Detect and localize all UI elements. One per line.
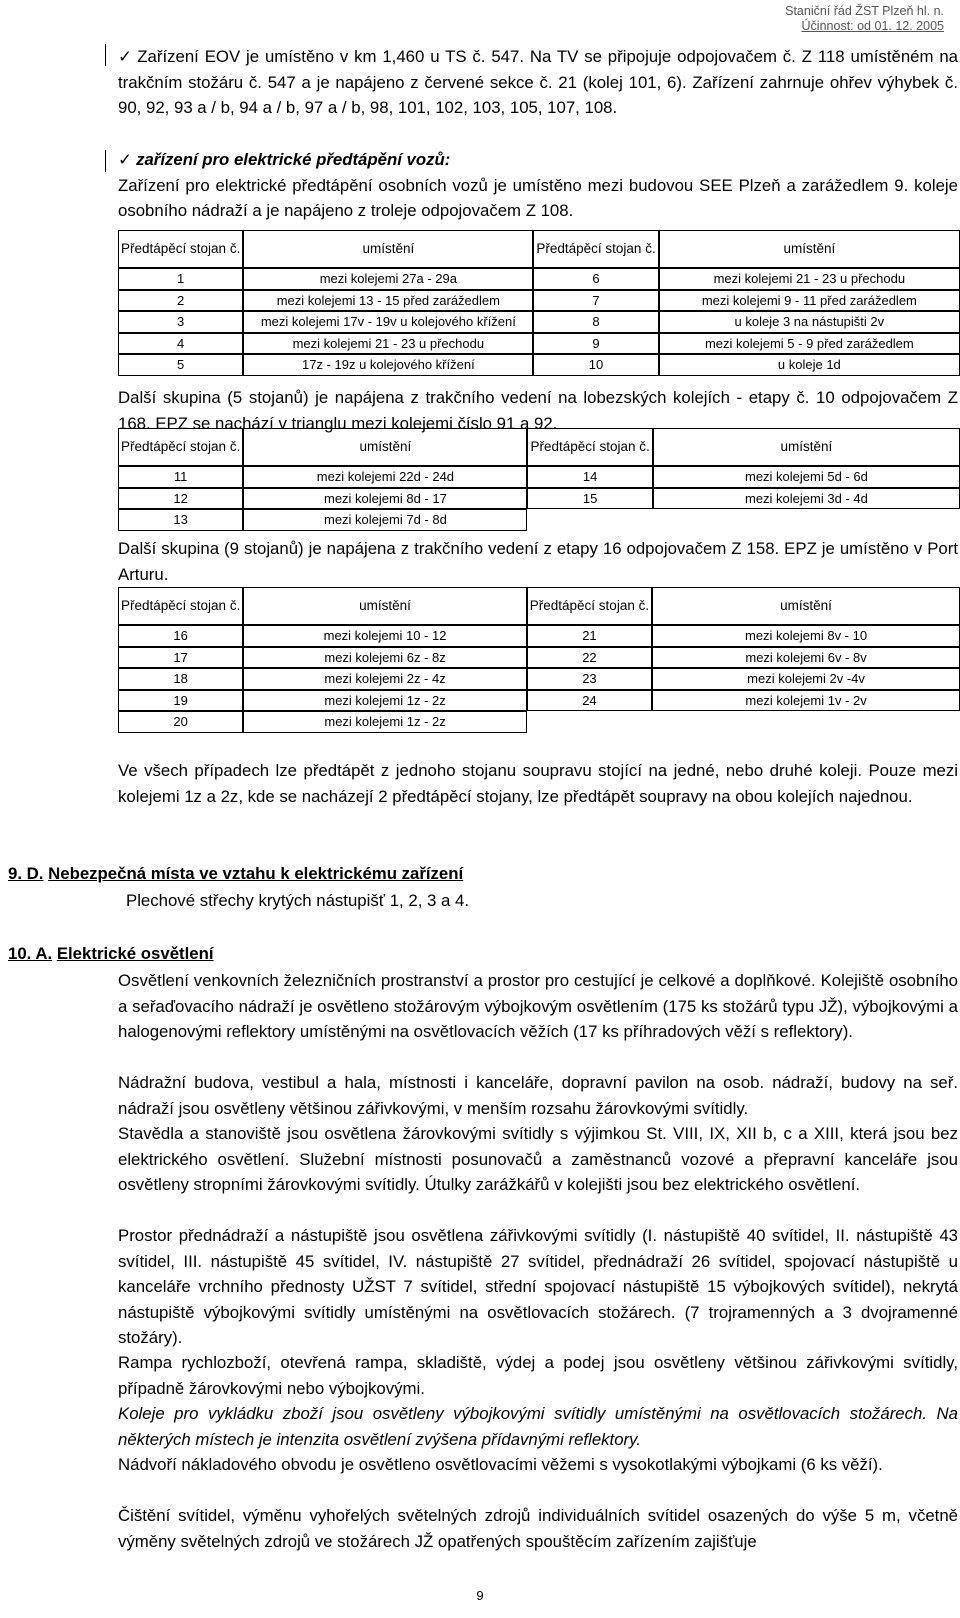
table-header-stand: Předtápěcí stojan č. [118,230,243,268]
lighting-paragraph-italic: Koleje pro vykládku zboží jsou osvětleny výbojkovými svítidly umístěnými na osvětlovacích stožárech. Na některých místech je intenzita osvětlení zvýšena přídavnými reflektory. [118,1404,958,1449]
table-row [118,647,960,669]
table-cell: 17z - 19z u kolejového křížení [243,354,533,376]
table-row [118,509,960,531]
table-header-location: umístění [653,428,960,466]
table-cell: 10 [533,354,658,376]
all-cases-paragraph: Ve všech případech lze předtápět z jednoho stojanu soupravu stojící na jedné, nebo druhé koleji. Pouze mezi kolejemi 1z a 2z, kde se nacházejí 2 předtápěcí stojany, lze předtápět soupravy na obou kolejích najednou. [118,761,958,806]
table-cell: 20 [118,711,243,733]
table-row [118,333,960,355]
table-cell: u koleje 1d [659,354,960,376]
table-cell-empty [653,509,960,531]
header-effective-date: Účinnost: od 01. 12. 2005 [801,19,944,33]
preheating-heading: zařízení pro elektrické předtápění vozů: [136,150,451,169]
table-header-stand: Předtápěcí stojan č. [118,428,243,466]
table-cell: 6 [533,268,658,290]
table-cell: mezi kolejemi 1z - 2z [243,690,526,712]
page-number: 9 [476,1588,484,1603]
change-bar [105,44,106,66]
table-row [118,354,960,376]
table-row [118,290,960,312]
table-cell: 22 [527,647,652,669]
table-cell: 19 [118,690,243,712]
table-cell: 17 [118,647,243,669]
table-cell: mezi kolejemi 13 - 15 před zarážedlem [243,290,533,312]
lighting-paragraph: Prostor přednádraží a nástupiště jsou osvětlena zářivkovými svítidly (I. nástupiště 40 svítidel, II. nástupiště 43 svítidel, III. nástupiště 45 svítidel, IV. nástupiště 27 svítidel, přednádraží 26 svítidel, spojovací nástupiště u kanceláře vrchního přednosty UŽST 7 svítidel, střední spojovací nástupiště 15 výbojkových svítidel), nekrytá nástupiště výbojkovými svítidly umístěnými na osvětlovacích stožárech. (7 trojramenných a 3 dvojramenné stožáry). [118,1226,958,1347]
table-cell: 5 [118,354,243,376]
table-cell: 23 [527,668,652,690]
section-9d-heading [8,862,463,886]
preheating-table-3 [118,587,960,733]
group3-paragraph: Další skupina (9 stojanů) je napájena z trakčního vedení z etapy 16 odpojovačem Z 158. EPZ je umístěno v Port Arturu. [118,539,958,584]
section-10a-title: Elektrické osvětlení [56,944,214,963]
table-row [118,668,960,690]
header-document-title: Staniční řád ŽST Plzeň hl. n. [785,4,944,18]
lighting-paragraph: Čištění svítidel, výměnu vyhořelých světelných zdrojů individuálních svítidel osazených do výše 5 m, včetně výměny světelných zdrojů ve stožárech JŽ opatřených spouštěcím zařízením zajišťuje [118,1506,958,1551]
table-cell-empty [652,711,960,733]
lighting-paragraph: Stavědla a stanoviště jsou osvětlena žárovkovými svítidly s výjimkou St. VIII, IX, XII b, c a XIII, která jsou bez elektrického osvětlení. Služební místnosti posunovačů a zaměstnanců vozové a přepravní kanceláře jsou osvětleny stropními žárovkovými svítidly. Útulky zarážkářů v kolejišti jsou bez elektrického osvětlení. [118,1124,958,1194]
group2-paragraph: Další skupina (5 stojanů) je napájena z trakčního vedení na lobezských kolejích - etapy č. 10 odpojovačem Z 168. EPZ se nachází v trianglu mezi kolejemi číslo 91 a 92. [118,388,958,433]
section-10a-number: 10. A. [8,944,53,963]
section-9d-title: Nebezpečná místa ve vztahu k elektrickému zařízení [48,864,464,883]
table-cell: 21 [527,625,652,647]
table-row [118,690,960,712]
table-cell: 8 [533,311,658,333]
lighting-paragraph: Rampa rychlozboží, otevřená rampa, skladiště, výdej a podej jsou osvětleny většinou zářivkovými svítidly, případně žárovkovými nebo výbojkovými. [118,1353,958,1398]
table-cell: 7 [533,290,658,312]
preheating-table-1 [118,230,960,376]
table-cell: 13 [118,509,243,531]
checkmark-icon: ✓ [118,149,133,169]
table-cell: mezi kolejemi 2z - 4z [243,668,526,690]
table-cell: mezi kolejemi 17v - 19v u kolejového křížení [243,311,533,333]
table-cell: mezi kolejemi 21 - 23 u přechodu [659,268,960,290]
table-cell: mezi kolejemi 5 - 9 před zarážedlem [659,333,960,355]
section-9d-text: Plechové střechy krytých nástupišť 1, 2, 3 a 4. [126,891,470,910]
table-cell: u koleje 3 na nástupišti 2v [659,311,960,333]
change-bar [105,150,106,172]
page-header [785,4,944,34]
lighting-paragraph: Nádražní budova, vestibul a hala, místnosti i kanceláře, dopravní pavilon na osob. nádraží, budovy na seř. nádraží jsou osvětleny většinou zářivkovými, v menším rozsahu žárovkovými svítidly. [118,1073,958,1118]
table-row [118,466,960,488]
table-row [118,268,960,290]
table-cell: 18 [118,668,243,690]
table-header-location: umístění [243,587,526,625]
lighting-paragraph: Osvětlení venkovních železničních prostranství a prostor pro cestující je celkové a doplňkové. Kolejiště osobního a seřaďovacího nádraží je osvětleno stožárovým výbojkovým osvětlením (175 ks stožárů typu JŽ), výbojkovými a halogenovými reflektory umístěnými na osvětlovacích věžích (17 ks příhradových věží s reflektory). [118,971,958,1041]
table-cell: 1 [118,268,243,290]
table-header-stand: Předtápěcí stojan č. [533,230,658,268]
table-cell: 3 [118,311,243,333]
table-header-location: umístění [243,428,527,466]
table-header-stand: Předtápěcí stojan č. [118,587,243,625]
checkmark-icon: ✓ [118,46,134,66]
table-cell: mezi kolejemi 22d - 24d [243,466,527,488]
table-header-stand: Předtápěcí stojan č. [527,428,652,466]
preheating-table-2 [118,428,960,531]
table-cell: mezi kolejemi 8d - 17 [243,488,527,510]
table-cell: mezi kolejemi 6v - 8v [652,647,960,669]
table-header-location: umístění [243,230,533,268]
table-cell: mezi kolejemi 1v - 2v [652,690,960,712]
table-cell: 4 [118,333,243,355]
table-cell: mezi kolejemi 3d - 4d [653,488,960,510]
intro-item-eov: ✓ Zařízení EOV je umístěno v km 1,460 u TS č. 547. Na TV se připojuje odpojovačem č. Z 118 umístěném na trakčním stožáru č. 547 a je napájeno z červené sekce č. 21 (kolej 101, 6). Zařízení zahrnuje ohřev výhybek č. 90, 92, 93 a / b, 94 a / b, 97 a / b, 98, 101, 102, 103, 105, 107, 108. [118,46,959,117]
table-cell: mezi kolejemi 5d - 6d [653,466,960,488]
table-cell: mezi kolejemi 2v -4v [652,668,960,690]
table-cell: 2 [118,290,243,312]
table-cell: mezi kolejemi 6z - 8z [243,647,526,669]
table-cell-empty [527,711,652,733]
section-10a-heading [8,942,214,966]
table-cell: mezi kolejemi 10 - 12 [243,625,526,647]
intro-item-preheating [118,147,958,224]
table-header-location: umístění [652,587,960,625]
table-header-location: umístění [659,230,960,268]
table-row [118,711,960,733]
table-cell: mezi kolejemi 27a - 29a [243,268,533,290]
table-row [118,311,960,333]
table-cell: mezi kolejemi 7d - 8d [243,509,527,531]
table-cell: 12 [118,488,243,510]
lighting-paragraph: Nádvoří nákladového obvodu je osvětleno osvětlovacími věžemi s vysokotlakými výbojkami (6 ks věží). [118,1455,883,1474]
table-cell: 14 [527,466,652,488]
table-cell: mezi kolejemi 8v - 10 [652,625,960,647]
table-row [118,625,960,647]
preheating-text: Zařízení pro elektrické předtápění osobních vozů je umístěno mezi budovou SEE Plzeň a zarážedlem 9. koleje osobního nádraží a je napájeno z troleje odpojovačem Z 108. [118,175,958,220]
section-9d-number: 9. D. [8,864,44,883]
table-cell: 15 [527,488,652,510]
table-cell: mezi kolejemi 1z - 2z [243,711,526,733]
table-cell: mezi kolejemi 9 - 11 před zarážedlem [659,290,960,312]
table-row [118,488,960,510]
table-cell: 16 [118,625,243,647]
table-cell: mezi kolejemi 21 - 23 u přechodu [243,333,533,355]
table-cell-empty [527,509,652,531]
table-cell: 11 [118,466,243,488]
table-cell: 9 [533,333,658,355]
table-cell: 24 [527,690,652,712]
table-header-stand: Předtápěcí stojan č. [527,587,652,625]
